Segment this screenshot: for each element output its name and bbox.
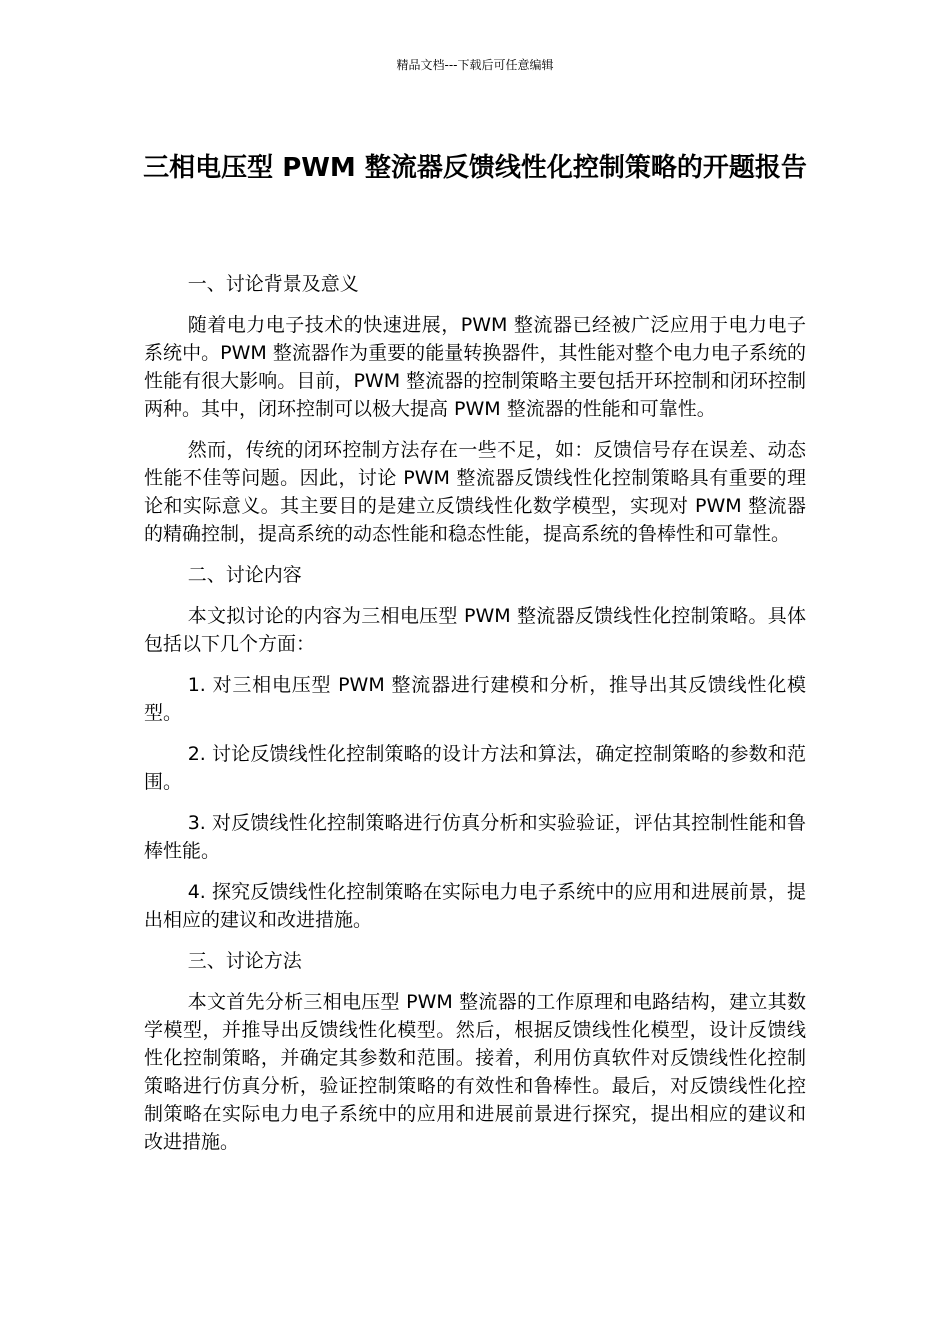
list-item-3: 3. 对反馈线性化控制策略进行仿真分析和实验验证，评估其控制性能和鲁棒性能。 bbox=[144, 812, 806, 862]
list-item-2: 2. 讨论反馈线性化控制策略的设计方法和算法，确定控制策略的参数和范围。 bbox=[144, 743, 806, 793]
list-item-1: 1. 对三相电压型 PWM 整流器进行建模和分析，推导出其反馈线性化模型。 bbox=[144, 674, 806, 724]
document-body bbox=[144, 270, 806, 1169]
paragraph-background-1: 随着电力电子技术的快速进展，PWM 整流器已经被广泛应用于电力电子系统中。PWM 整流器作为重要的能量转换器件，其性能对整个电力电子系统的性能有很大影响。目前，PWM 整流器的控制策略主要包括开环控制和闭环控制两种。其中，闭环控制可以极大提高 PWM 整流器的性能和可靠性。 bbox=[144, 314, 806, 420]
paragraph-background-2: 然而，传统的闭环控制方法存在一些不足，如：反馈信号存在误差、动态性能不佳等问题。因此，讨论 PWM 整流器反馈线性化控制策略具有重要的理论和实际意义。其主要目的是建立反馈线性化数学模型，实现对 PWM 整流器的精确控制，提高系统的动态性能和稳态性能，提高系统的鲁棒性和可靠性。 bbox=[144, 439, 806, 545]
section-heading-content: 二、讨论内容 bbox=[187, 564, 302, 586]
paragraph-method: 本文首先分析三相电压型 PWM 整流器的工作原理和电路结构，建立其数学模型，并推导出反馈线性化模型。然后，根据反馈线性化模型，设计反馈线性化控制策略，并确定其参数和范围。接着，利用仿真软件对反馈线性化控制策略进行仿真分析，验证控制策略的有效性和鲁棒性。最后，对反馈线性化控制策略在实际电力电子系统中的应用和进展前景进行探究，提出相应的建议和改进措施。 bbox=[144, 991, 806, 1153]
paragraph-content-intro: 本文拟讨论的内容为三相电压型 PWM 整流器反馈线性化控制策略。具体包括以下几个方面： bbox=[144, 605, 806, 655]
page-header: 精品文档---下载后可任意编辑 bbox=[396, 58, 554, 72]
section-heading-background: 一、讨论背景及意义 bbox=[187, 273, 359, 295]
document-title: 三相电压型 PWM 整流器反馈线性化控制策略的开题报告 bbox=[143, 153, 807, 183]
list-item-4: 4. 探究反馈线性化控制策略在实际电力电子系统中的应用和进展前景，提出相应的建议和改进措施。 bbox=[144, 881, 806, 931]
section-heading-method: 三、讨论方法 bbox=[187, 950, 302, 972]
